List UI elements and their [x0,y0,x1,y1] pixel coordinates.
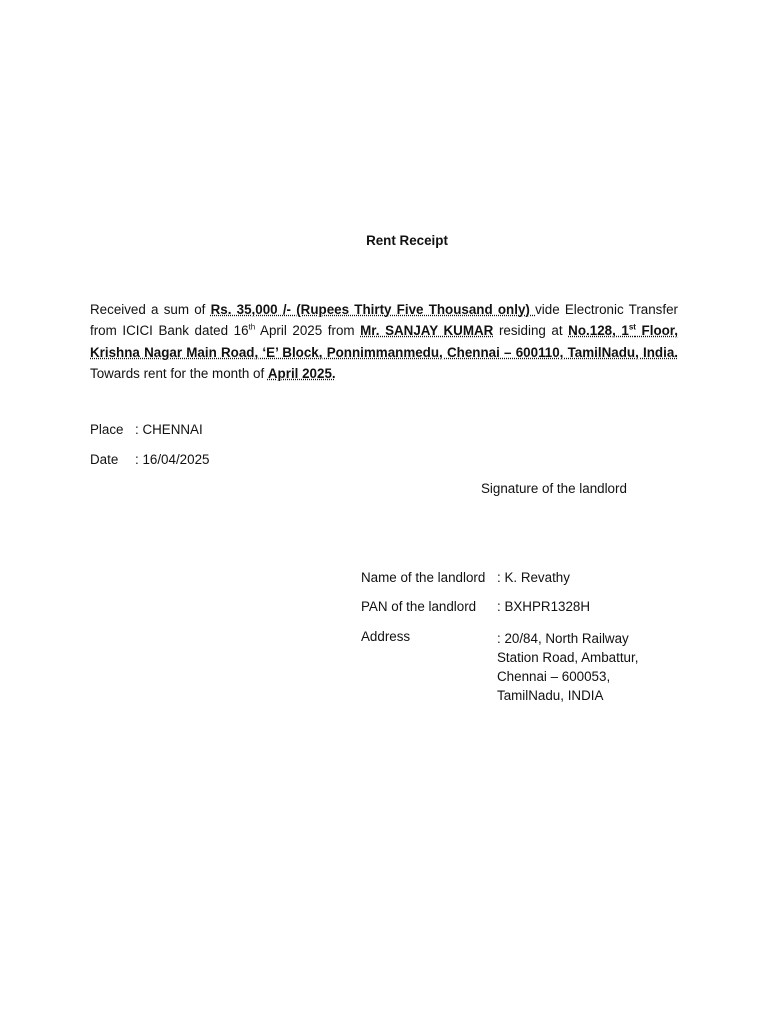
amount-text: Rs. 35,000 /- (Rupees Thirty Five Thousand only) [210,302,536,317]
body-text-2: vide Electronic Transfer from ICICI Bank dated 16 [90,302,678,339]
date-value: : 16/04/2025 [135,452,210,467]
landlord-pan-row [361,599,590,614]
landlord-name-row [361,570,570,585]
body-text-1: Received a sum of [90,302,211,317]
receipt-title: Rent Receipt [366,233,448,248]
body-text-4: residing at [493,323,569,339]
tenant-address-part-b: Floor, Krishna Nagar Main Road, ‘E’ Block, Ponnimmanmedu, Chennai – 600110, TamilNadu, India. [90,323,678,360]
date-row [90,452,209,467]
place-label: Place [90,422,124,437]
landlord-pan-label: PAN of the landlord [361,599,477,614]
date-label: Date [90,452,119,467]
place-value: : CHENNAI [135,422,203,437]
landlord-pan-value: : BXHPR1328H [497,599,591,614]
tenant-address-part-a: No.128, 1 [568,323,629,339]
landlord-name-label: Name of the landlord [361,570,486,585]
rent-month: April 2025. [267,365,336,381]
landlord-address-label: Address [361,629,411,644]
landlord-name-value: : K. Revathy [497,570,570,585]
date-ordinal: th [248,322,256,332]
receipt-body [90,299,678,384]
body-text-5: Towards rent for the month of [90,365,268,381]
floor-ordinal: st [628,322,636,332]
landlord-address-value: : 20/84, North Railway Station Road, Ambattur, Chennai – 600053, TamilNadu, INDIA [497,631,639,703]
tenant-name: Mr. SANJAY KUMAR [360,323,494,339]
body-text-3: April 2025 from [255,323,361,339]
place-row [90,422,203,437]
signature-label: Signature of the landlord [481,481,627,496]
landlord-address-row [361,629,657,705]
